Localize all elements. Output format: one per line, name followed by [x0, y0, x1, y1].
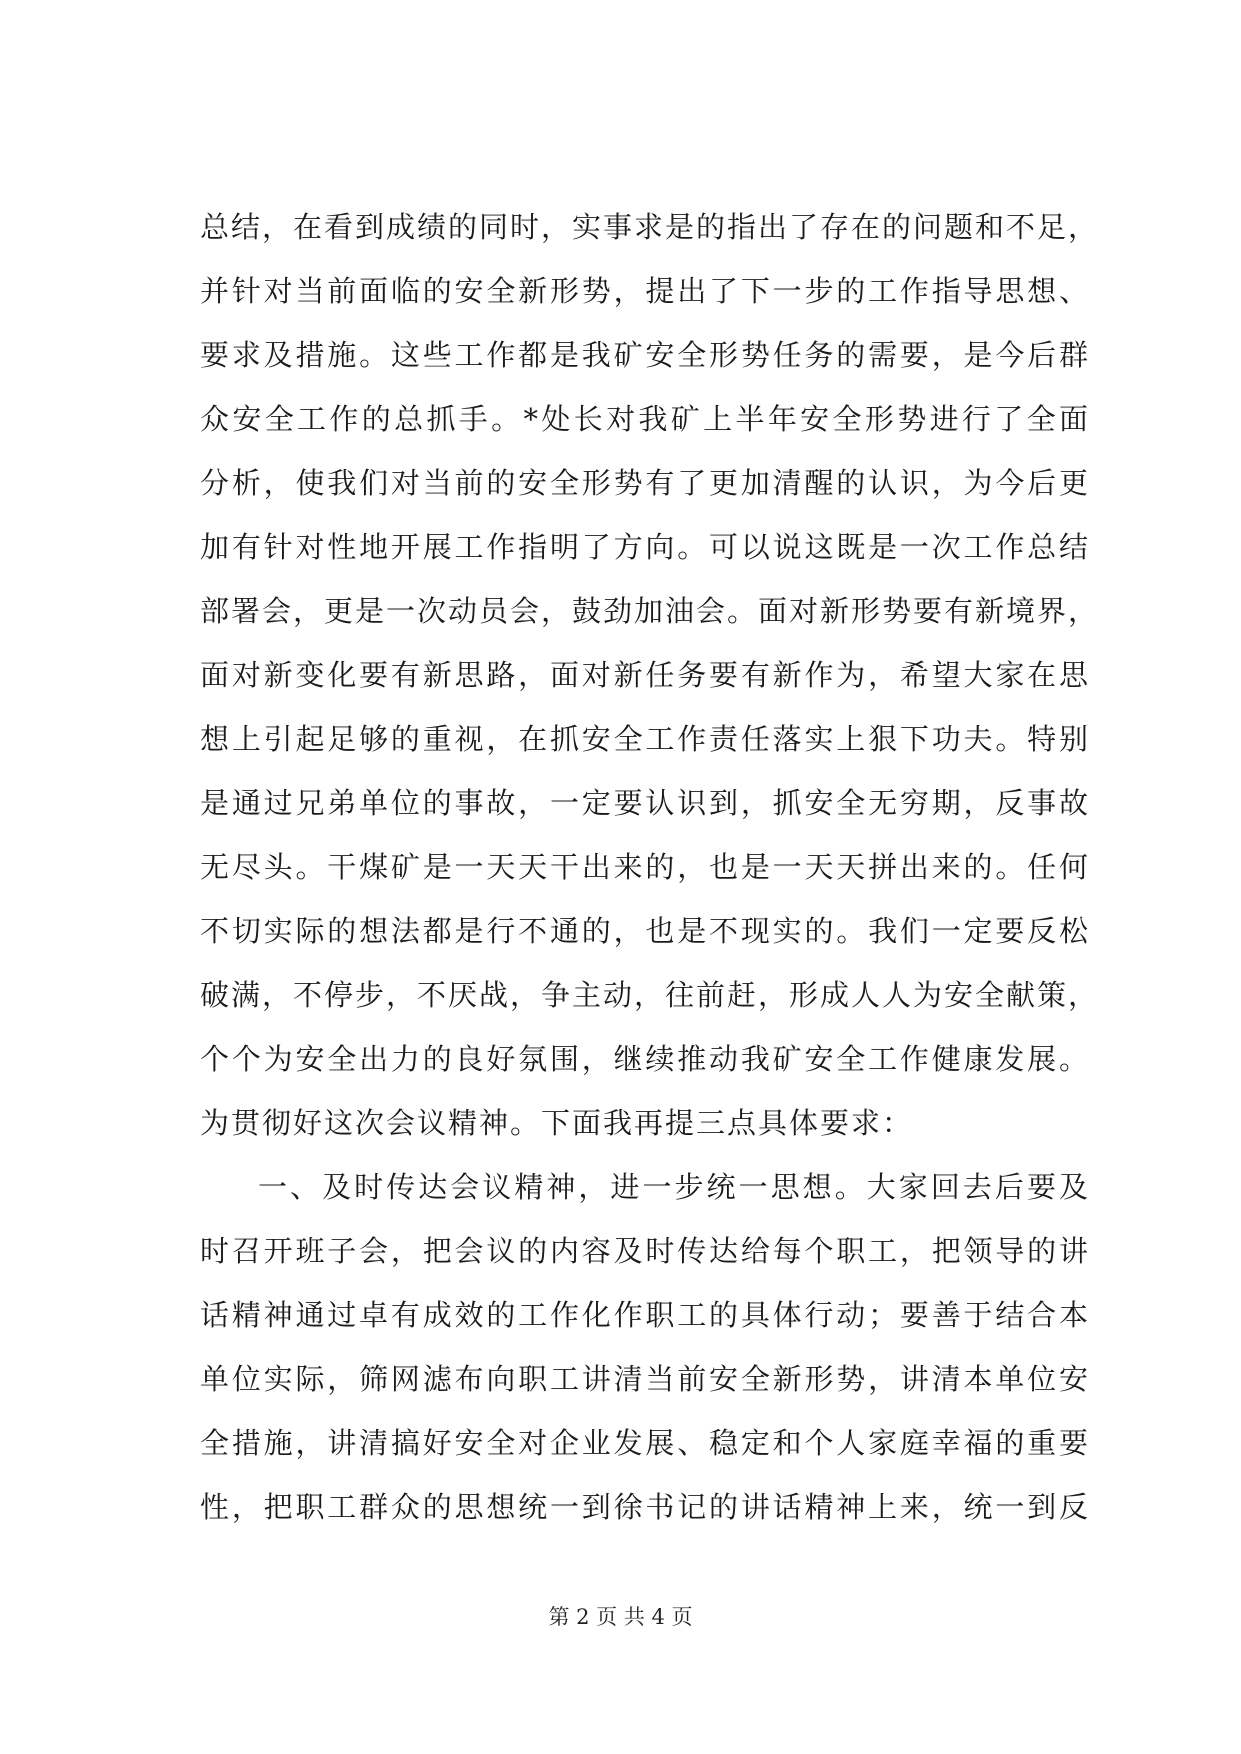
- text-line: 为贯彻好这次会议精神。下面我再提三点具体要求：: [200, 1106, 914, 1140]
- paragraph-start-line: 一、及时传达会议精神，进一步统一思想。大家回去后要及: [258, 1170, 1090, 1204]
- text-line: 面对新变化要有新思路，面对新任务要有新作为，希望大家在思: [200, 658, 1090, 692]
- body-text: [200, 195, 1100, 1539]
- text-line: 部署会，更是一次动员会，鼓劲加油会。面对新形势要有新境界，: [200, 594, 1100, 628]
- text-line: 并针对当前面临的安全新形势，提出了下一步的工作指导思想、: [200, 274, 1090, 308]
- page-number-label: 第 2 页 共 4 页: [548, 1605, 693, 1629]
- text-line: 无尽头。干煤矿是一天天干出来的，也是一天天拼出来的。任何: [200, 850, 1090, 884]
- text-line: 时召开班子会，把会议的内容及时传达给每个职工，把领导的讲: [200, 1234, 1090, 1268]
- text-line: 全措施，讲清搞好安全对企业发展、稳定和个人家庭幸福的重要: [200, 1426, 1090, 1460]
- text-line: 个个为安全出力的良好氛围，继续推动我矿安全工作健康发展。: [200, 1042, 1090, 1076]
- text-line: 想上引起足够的重视，在抓安全工作责任落实上狠下功夫。特别: [200, 722, 1090, 756]
- text-line: 破满，不停步，不厌战，争主动，往前赶，形成人人为安全献策，: [200, 978, 1100, 1012]
- text-line: 性，把职工群众的思想统一到徐书记的讲话精神上来，统一到反: [200, 1490, 1090, 1524]
- text-line: 不切实际的想法都是行不通的，也是不现实的。我们一定要反松: [200, 914, 1090, 948]
- text-line: 众安全工作的总抓手。*处长对我矿上半年安全形势进行了全面: [200, 402, 1090, 436]
- text-line: 单位实际，筛网滤布向职工讲清当前安全新形势，讲清本单位安: [200, 1362, 1090, 1396]
- text-line: 话精神通过卓有成效的工作化作职工的具体行动；要善于结合本: [200, 1298, 1090, 1332]
- text-line: 分析，使我们对当前的安全形势有了更加清醒的认识，为今后更: [200, 466, 1090, 500]
- text-line: 要求及措施。这些工作都是我矿安全形势任务的需要，是今后群: [200, 338, 1090, 372]
- page-footer: [0, 1602, 1241, 1632]
- text-line: 总结，在看到成绩的同时，实事求是的指出了存在的问题和不足，: [200, 210, 1100, 244]
- text-line: 加有针对性地开展工作指明了方向。可以说这既是一次工作总结: [200, 530, 1090, 564]
- text-line: 是通过兄弟单位的事故，一定要认识到，抓安全无穷期，反事故: [200, 786, 1090, 820]
